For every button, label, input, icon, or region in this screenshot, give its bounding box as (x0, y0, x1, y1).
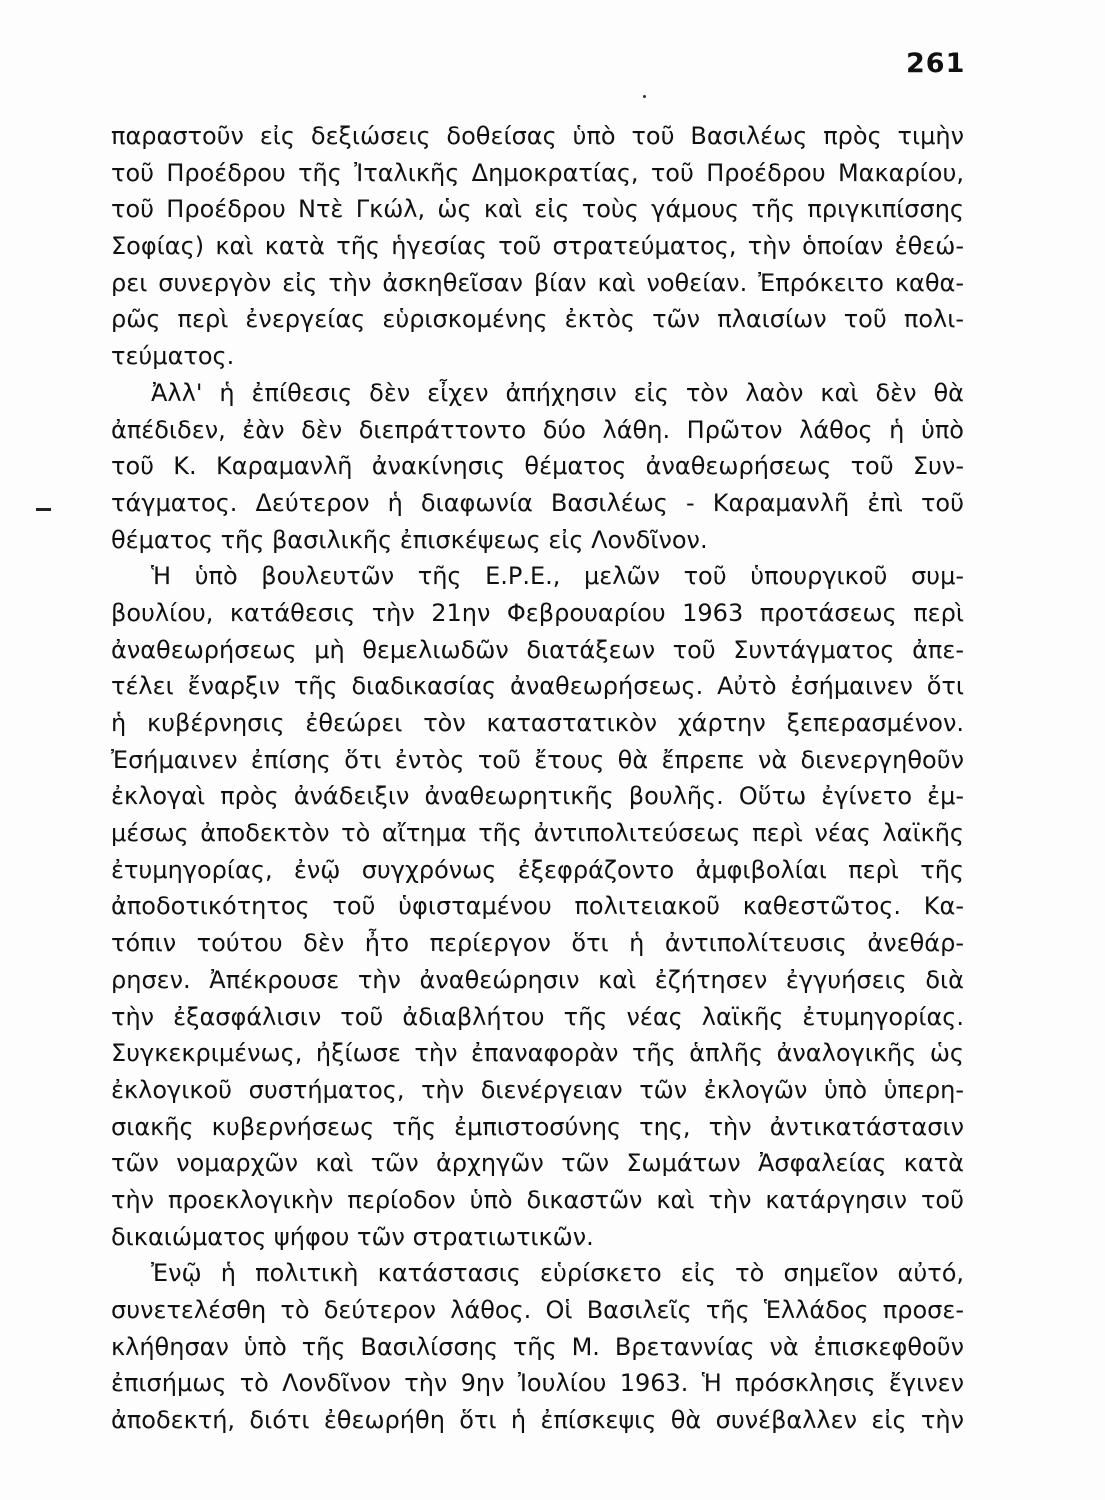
speck (643, 95, 646, 98)
text-line: Ἐνῷ ἡ πολιτικὴ κατάστασις εὑρίσκετο εἰς τὸ σημεῖον αὐτό, (151, 1259, 964, 1288)
text-line: Ἡ ὑπὸ βουλευτῶν τῆς Ε.Ρ.Ε., μελῶν τοῦ ὑπουργικοῦ συμ- (151, 562, 964, 591)
text-line: ἀναθεωρήσεως μὴ θεμελιωδῶν διατάξεων τοῦ Συντάγματος ἀπε- (111, 635, 964, 664)
text-line: ἡ κυβέρνησις ἐθεώρει τὸν καταστατικὸν χάρτην ξεπερασμένον. (111, 709, 964, 737)
text-line: σιακῆς κυβερνήσεως τῆς ἐμπιστοσύνης της, τὴν ἀντικατάστασιν (111, 1112, 964, 1141)
text-line: ἐκλογαὶ πρὸς ἀνάδειξιν ἀναθεωρητικῆς βουλῆς. Οὕτω ἐγίνετο ἐμ- (111, 782, 964, 811)
text-line: ἐτυμηγορίας, ἐνῷ συγχρόνως ἐξεφράζοντο ἀμφιβολίαι περὶ τῆς (111, 855, 964, 884)
text-line: ἐκλογικοῦ συστήματος, τὴν διενέργειαν τῶν ἐκλογῶν ὑπὸ ὑπερη- (111, 1075, 964, 1104)
margin-dash (36, 508, 51, 511)
text-line: παραστοῦν εἰς δεξιώσεις δοθείσας ὑπὸ τοῦ Βασιλέως πρὸς τιμὴν (111, 122, 964, 150)
text-line: συνετελέσθη τὸ δεύτερον λάθος. Οἱ Βασιλεῖς τῆς Ἑλλάδος προσε- (111, 1296, 964, 1324)
text-line: ρησεν. Ἀπέκρουσε τὴν ἀναθεώρησιν καὶ ἐζήτησεν ἐγγυήσεις διὰ (111, 965, 964, 994)
text-line: ἀποδοτικότητος τοῦ ὑφισταμένου πολιτειακοῦ καθεστῶτος. Κα- (111, 892, 964, 921)
text-line: μέσως ἀποδεκτὸν τὸ αἴτημα τῆς ἀντιπολιτεύσεως περὶ νέας λαϊκῆς (111, 819, 964, 848)
text-line: τῶν νομαρχῶν καὶ τῶν ἀρχηγῶν τῶν Σωμάτων Ἀσφαλείας κατὰ (111, 1149, 964, 1178)
text-line: τέλει ἔναρξιν τῆς διαδικασίας ἀναθεωρήσεως. Αὐτὸ ἐσήμαινεν ὅτι (111, 672, 964, 701)
text-line: Σοφίας) καὶ κατὰ τῆς ἡγεσίας τοῦ στρατεύματος, τὴν ὁποίαν ἐθεώ- (111, 232, 964, 261)
text-line: τὴν προεκλογικὴν περίοδον ὑπὸ δικαστῶν καὶ τὴν κατάργησιν τοῦ (111, 1185, 964, 1214)
text-line: δικαιώματος ψήφου τῶν στρατιωτικῶν. (111, 1222, 594, 1251)
text-line: τόπιν τούτου δὲν ἦτο περίεργον ὅτι ἡ ἀντιπολίτευσις ἀνεθάρ- (111, 929, 964, 958)
text-line: βουλίου, κατάθεσις τὴν 21ην Φεβρουαρίου 1963 προτάσεως περὶ (111, 598, 964, 627)
body-text (111, 118, 964, 1439)
text-line: ἀπέδιδεν, ἐὰν δὲν διεπράττοντο δύο λάθη. Πρῶτον λάθος ἡ ὑπὸ (111, 415, 964, 444)
text-line: ρει συνεργὸν εἰς τὴν ἀσκηθεῖσαν βίαν καὶ νοθείαν. Ἐπρόκειτο καθα- (111, 268, 964, 297)
text-line: θέματος τῆς βασιλικῆς ἐπισκέψεως εἰς Λονδῖνον. (111, 525, 708, 554)
text-line: ἀποδεκτή, διότι ἐθεωρήθη ὅτι ἡ ἐπίσκεψις θὰ συνέβαλλεν εἰς τὴν (111, 1406, 964, 1435)
text-line: κλήθησαν ὑπὸ τῆς Βασιλίσσης τῆς Μ. Βρεταννίας νὰ ἐπισκεφθοῦν (111, 1332, 964, 1361)
text-line: τοῦ Προέδρου τῆς Ἰταλικῆς Δημοκρατίας, τοῦ Προέδρου Μακαρίου, (111, 158, 964, 187)
text-line: τὴν ἐξασφάλισιν τοῦ ἀδιαβλήτου τῆς νέας λαϊκῆς ἐτυμηγορίας. (111, 1002, 964, 1031)
text-line: ἐπισήμως τὸ Λονδῖνον τὴν 9ην Ἰουλίου 1963. Ἡ πρόσκλησις ἔγινεν (111, 1369, 964, 1398)
text-line: τάγματος. Δεύτερον ἡ διαφωνία Βασιλέως - Καραμανλῆ ἐπὶ τοῦ (111, 488, 964, 517)
text-line: Συγκεκριμένως, ἠξίωσε τὴν ἐπαναφορὰν τῆς ἁπλῆς ἀναλογικῆς ὡς (111, 1039, 964, 1068)
text-line: Ἀλλ' ἡ ἐπίθεσις δὲν εἶχεν ἀπήχησιν εἰς τὸν λαὸν καὶ δὲν θὰ (151, 378, 964, 407)
text-line: τοῦ Προέδρου Ντὲ Γκώλ, ὡς καὶ εἰς τοὺς γάμους τῆς πριγκιπίσσης (111, 195, 964, 224)
text-line: Ἐσήμαινεν ἐπίσης ὅτι ἐντὸς τοῦ ἔτους θὰ ἔπρεπε νὰ διενεργηθοῦν (111, 745, 964, 774)
text-line: τεύματος. (111, 342, 235, 371)
text-line: ρῶς περὶ ἐνεργείας εὑρισκομένης ἐκτὸς τῶν πλαισίων τοῦ πολι- (111, 305, 964, 334)
text-line: τοῦ Κ. Καραμανλῆ ἀνακίνησις θέματος ἀναθεωρήσεως τοῦ Συν- (111, 452, 964, 481)
page-number: 261 (906, 48, 966, 79)
